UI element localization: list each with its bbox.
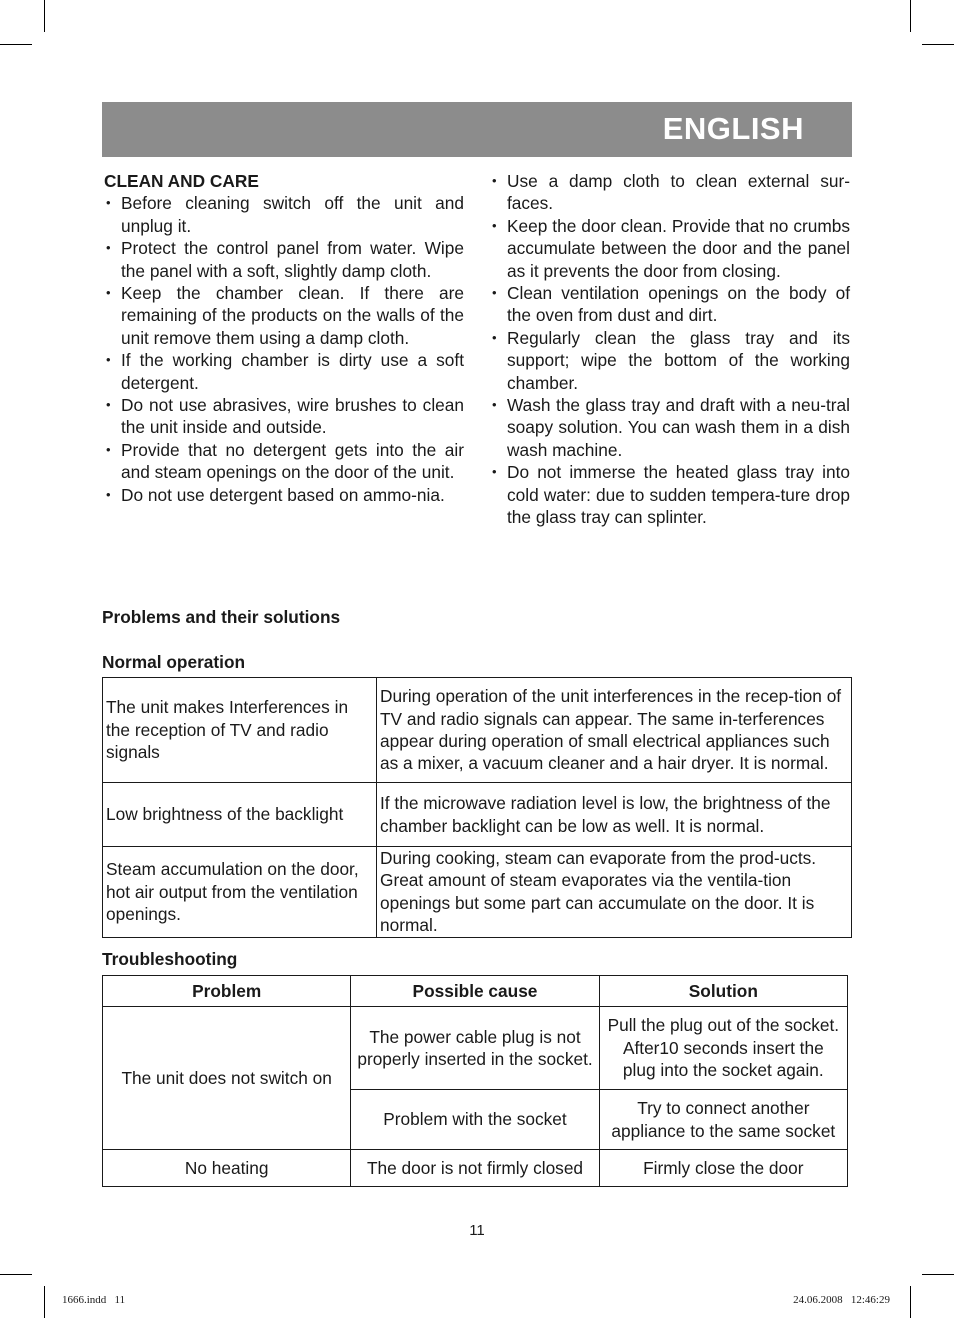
table-row [103,847,852,938]
symptom-cell: The unit makes Interferences in the reception of TV and radio signals [103,678,377,783]
file-slug: 1666.indd 11 [62,1294,126,1306]
language-title: ENGLISH [662,111,804,146]
column-header-problem: Problem [103,976,351,1007]
care-item: • Wash the glass tray and draft with a neu-tral soapy solution. You can wash them in a dish wash machine. [490,394,850,461]
crop-mark [922,1274,954,1275]
table-row [103,678,852,783]
care-list-left [104,192,464,506]
cause-cell: The door is not firmly closed [351,1150,599,1187]
care-item: • Regularly clean the glass tray and its support; wipe the bottom of the working chamber. [490,327,850,394]
solution-cell: Firmly close the door [599,1150,847,1187]
date-slug: 24.06.2008 12:46:29 [793,1294,890,1306]
care-item: • Keep the chamber clean. If there are remaining of the products on the walls of the unit remove them using a damp cloth. [104,282,464,349]
explanation-cell: During operation of the unit interferences in the recep-tion of TV and radio signals can appear. The same in-terferences appear during operation of small electrical appliances such as a mixer, a vacuum cleaner and a hair dryer. It is normal. [377,678,852,783]
crop-mark [910,0,911,32]
problem-cell: No heating [103,1150,351,1187]
crop-mark [44,1286,45,1318]
crop-mark [910,1286,911,1318]
troubleshooting-table [102,975,848,1187]
care-item: • Protect the control panel from water. Wipe the panel with a soft, slightly damp cloth. [104,237,464,282]
solution-cell: Try to connect another appliance to the same socket [599,1090,847,1150]
column-header-cause: Possible cause [351,976,599,1007]
table-header-row [103,976,848,1007]
care-item: • Do not immerse the heated glass tray into cold water: due to sudden tempera-ture drop the glass tray can splinter. [490,461,850,528]
care-item: • Provide that no detergent gets into the air and steam openings on the door of the unit. [104,439,464,484]
language-header-bar [102,102,852,157]
crop-mark [922,44,954,45]
crop-mark [0,1274,32,1275]
table-row [103,783,852,847]
crop-mark [0,44,32,45]
clean-and-care-heading: CLEAN AND CARE [104,171,259,191]
care-item: • Do not use detergent based on ammo-nia. [104,484,464,506]
troubleshooting-heading: Troubleshooting [102,949,238,969]
care-item: • Before cleaning switch off the unit and unplug it. [104,192,464,237]
care-item: • Clean ventilation openings on the body of the oven from dust and dirt. [490,282,850,327]
problems-heading: Problems and their solutions [102,607,341,627]
normal-operation-heading: Normal operation [102,652,246,672]
care-item: • Do not use abrasives, wire brushes to clean the unit inside and outside. [104,394,464,439]
care-item: • Use a damp cloth to clean external sur-faces. [490,170,850,215]
clean-and-care-left-column [104,170,464,506]
table-row [103,1007,848,1090]
cause-cell: Problem with the socket [351,1090,599,1150]
page-number: 11 [469,1222,485,1239]
cause-cell: The power cable plug is not properly inserted in the socket. [351,1007,599,1090]
column-header-solution: Solution [599,976,847,1007]
care-list-right [490,170,850,529]
table-row [103,1150,848,1187]
clean-and-care-right-column [490,170,850,529]
care-item: • If the working chamber is dirty use a soft detergent. [104,349,464,394]
solution-cell: Pull the plug out of the socket. After10 seconds insert the plug into the socket again. [599,1007,847,1090]
explanation-cell: If the microwave radiation level is low, the brightness of the chamber backlight can be low as well. It is normal. [377,783,852,847]
symptom-cell: Steam accumulation on the door, hot air output from the ventilation openings. [103,847,377,938]
problem-cell: The unit does not switch on [103,1007,351,1150]
symptom-cell: Low brightness of the backlight [103,783,377,847]
care-item: • Keep the door clean. Provide that no crumbs accumulate between the door and the panel as it prevents the door from closing. [490,215,850,282]
crop-mark [44,0,45,32]
explanation-cell: During cooking, steam can evaporate from the prod-ucts. Great amount of steam evaporates via the ventila-tion openings but some part can accumulate on the door. It is normal. [377,847,852,938]
normal-operation-table [102,677,852,938]
